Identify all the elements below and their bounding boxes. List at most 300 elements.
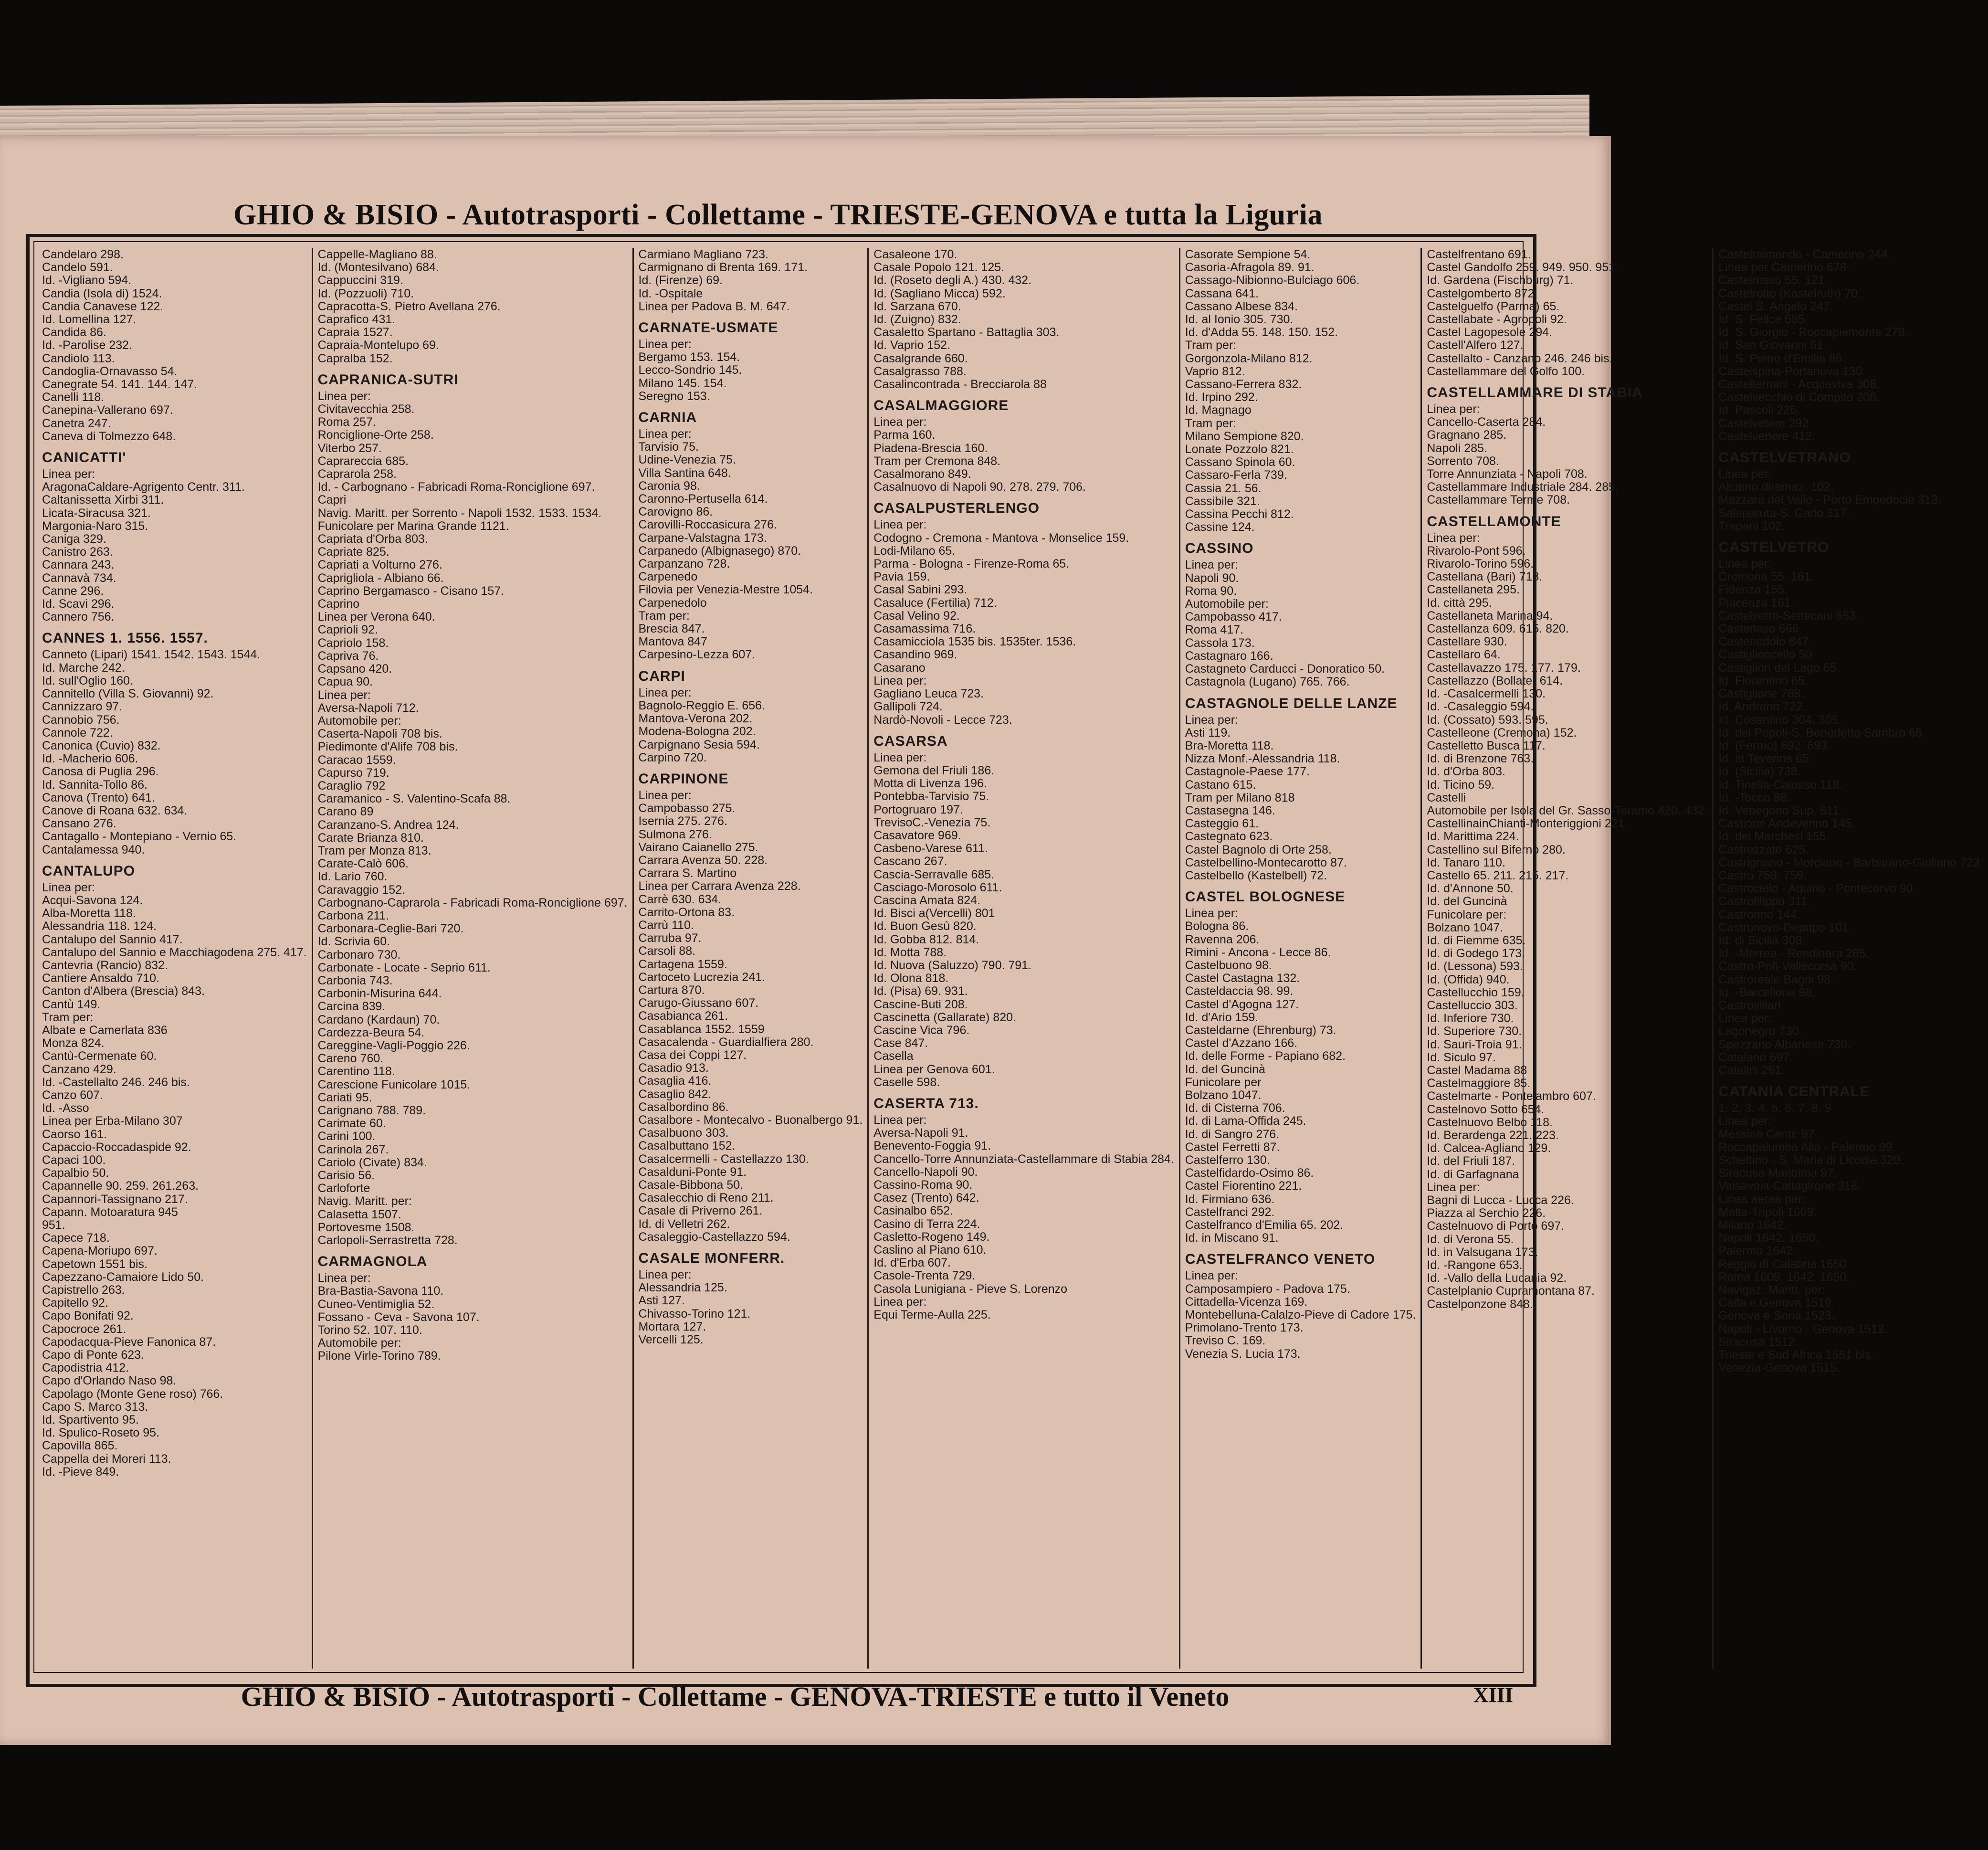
index-entry: Carrè 630. 634. xyxy=(638,892,722,906)
index-entry: Parma - Bologna - Firenze-Roma 65. xyxy=(873,557,1070,571)
section-heading: CANICATTI' xyxy=(42,450,126,466)
index-entry: Castro 758. 759. xyxy=(1718,868,1807,882)
section-heading: CANNES 1. 1556. 1557. xyxy=(42,630,208,646)
index-entry: Capodacqua-Pieve Fanonica 87. xyxy=(42,1335,216,1349)
index-entry: Carbonaro 730. xyxy=(317,948,401,962)
index-entry: Trieste e Sud Africa 1551 bis. xyxy=(1718,1348,1874,1362)
index-entry: Linea per: xyxy=(1427,402,1480,416)
index-entry: Gallipoli 724. xyxy=(873,700,943,714)
index-entry: Tarvisio 75. xyxy=(638,440,699,454)
index-entry: Nizza Monf.-Alessandria 118. xyxy=(1185,752,1340,766)
index-entry: Carbonia 743. xyxy=(317,973,393,987)
index-entry: Id. Siculo 97. xyxy=(1427,1050,1496,1064)
index-entry: Casal Sabini 293. xyxy=(873,583,968,597)
section-heading: CASALMAGGIORE xyxy=(873,398,1009,414)
index-entry: Bra-Moretta 118. xyxy=(1185,739,1274,752)
index-entry: Capann. Motoaratura 945 xyxy=(42,1205,178,1219)
index-entry: Cappella dei Moreri 113. xyxy=(42,1452,171,1466)
index-entry: Parma 160. xyxy=(873,428,936,442)
index-entry: Casteldaccia 98. 99. xyxy=(1185,984,1294,998)
index-entry: Modena-Bologna 202. xyxy=(638,725,756,739)
index-entry: Id. dei Marchesi 155. xyxy=(1718,830,1830,844)
index-entry: Tram per: xyxy=(1185,338,1237,352)
index-entry: Linea per: xyxy=(873,674,927,687)
index-entry: Castellana (Bari) 718. xyxy=(1427,570,1543,584)
index-entry: Id. in Miscano 91. xyxy=(1185,1231,1279,1245)
section-heading: CASTEL BOLOGNESE xyxy=(1185,889,1346,905)
index-entry: Linea per: xyxy=(317,688,371,702)
index-entry: Id. (Lessona) 593. xyxy=(1427,960,1523,973)
index-entry: Caprareccia 685. xyxy=(317,454,409,468)
index-entry: Castelfranci 292. xyxy=(1185,1205,1275,1219)
index-entry: Id. di Godego 173. xyxy=(1427,947,1525,961)
index-entry: Caprarola 258. xyxy=(317,467,397,481)
index-entry: Pontebba-Tarvisio 75. xyxy=(873,790,989,803)
index-entry: Castelletto Busca 117. xyxy=(1427,739,1546,752)
index-entry: Casaleone 170. xyxy=(873,248,957,261)
index-entry: Id. Nuova (Saluzzo) 790. 791. xyxy=(873,958,1032,972)
index-entry: Cannizzaro 97. xyxy=(42,700,123,714)
index-entry: Cartura 870. xyxy=(638,983,705,997)
index-entry: Cannitello (Villa S. Giovanni) 92. xyxy=(42,687,214,701)
index-entry: Carpino 720. xyxy=(638,751,707,764)
index-entry: Capodistria 412. xyxy=(42,1361,129,1375)
index-entry: Casale di Priverno 261. xyxy=(638,1204,763,1218)
index-entry: Fidenza 155. xyxy=(1718,583,1788,597)
index-entry: Linea per: xyxy=(42,880,95,894)
index-entry: Casalbore - Montecalvo - Buonalbergo 91. xyxy=(638,1113,863,1127)
index-entry: Id. al Ionio 305. 730. xyxy=(1185,313,1294,327)
index-entry: Acqui-Savona 124. xyxy=(42,893,143,907)
index-entry: Castelnovo Sotto 654. xyxy=(1427,1102,1545,1116)
index-entry: Id. Motta 788. xyxy=(873,945,947,959)
index-entry: Caprigliola - Albiano 66. xyxy=(317,571,444,585)
index-entry: Carpesino-Lezza 607. xyxy=(638,648,756,662)
index-entry: Capena-Moriupo 697. xyxy=(42,1244,158,1258)
index-entry: Id. Spartivento 95. xyxy=(42,1413,139,1427)
index-entry: Careno 760. xyxy=(317,1052,384,1066)
index-entry: Cassano-Ferrera 832. xyxy=(1185,378,1302,391)
index-entry: Bra-Bastia-Savona 110. xyxy=(317,1284,444,1298)
index-entry: Carloforte xyxy=(317,1182,370,1195)
index-entry: Canelli 118. xyxy=(42,391,105,404)
index-entry: Carrù 110. xyxy=(638,918,694,932)
index-entry: Napoli 1642. 1650. xyxy=(1718,1231,1819,1245)
index-entry: Caravaggio 152. xyxy=(317,883,406,897)
index-entry: Canneto (Lipari) 1541. 1542. 1543. 1544. xyxy=(42,648,261,662)
index-entry: Linea per Camerino 678. xyxy=(1718,261,1850,275)
index-entry: Piazza al Serchio 226. xyxy=(1427,1206,1546,1220)
index-entry: Caltanissetta Xirbi 311. xyxy=(42,493,164,507)
index-entry: Campobasso 417. xyxy=(1185,610,1282,624)
index-entry: Id. Tinella-Calosso 118. xyxy=(1718,778,1842,792)
index-entry: Alessandria 118. 124. xyxy=(42,920,157,933)
index-entry: 951. xyxy=(42,1218,65,1232)
index-entry: Castelferro 130. xyxy=(1185,1153,1270,1167)
index-entry: Linea per: xyxy=(638,427,692,441)
index-entry: Casole-Trenta 729. xyxy=(873,1269,976,1283)
index-entry: Cartagena 1559. xyxy=(638,957,727,971)
index-entry: Linea per: xyxy=(873,415,927,429)
index-entry: Seregno 153. xyxy=(638,389,710,403)
index-entry: Cancello-Caserta 284. xyxy=(1427,415,1546,429)
index-entry: Castelbello (Kastelbell) 72. xyxy=(1185,868,1327,882)
index-entry: Castellabate - Agropoli 92. xyxy=(1427,313,1567,327)
index-entry: Candia Canavese 122. xyxy=(42,299,164,313)
page-footer: GHIO & BISIO - Autotrasporti - Collettame - GENOVA-TRIESTE e tutto il Veneto xyxy=(241,1681,1230,1712)
index-entry: Cascina Amata 824. xyxy=(873,893,981,907)
index-entry: Cappuccini 319. xyxy=(317,274,403,287)
index-entry: Casinalbo 652. xyxy=(873,1204,954,1218)
index-entry: Cassana 641. xyxy=(1185,286,1259,300)
index-entry: Capocroce 261. xyxy=(42,1322,126,1336)
index-entry: Carbona 211. xyxy=(317,909,389,922)
index-entry: Cassine 124. xyxy=(1185,520,1255,534)
index-entry: Reggio di Calabria 1650 xyxy=(1718,1257,1847,1271)
index-entry: Id. Marche 242. xyxy=(42,661,125,675)
section-heading: CARMAGNOLA xyxy=(317,1254,428,1270)
index-entry: Casalgrasso 788. xyxy=(873,364,967,378)
index-entry: Bagnolo-Reggio E. 656. xyxy=(638,698,766,712)
index-entry: Cardano (Kardaun) 70. xyxy=(317,1013,440,1026)
index-entry: Trapani 102. xyxy=(1718,519,1785,533)
section-heading: CARNATE-USMATE xyxy=(638,320,778,336)
index-entry: Napoli - Livorno - Genova 1512. xyxy=(1718,1322,1888,1336)
index-entry: Canegrate 54. 141. 144. 147. xyxy=(42,378,198,391)
index-entry: Id. di Lama-Offida 245. xyxy=(1185,1114,1306,1128)
index-entry: Portogruaro 197. xyxy=(873,803,963,816)
index-column-3 xyxy=(634,248,869,1669)
index-entry: Malta-Tripoli 1609. xyxy=(1718,1205,1817,1219)
index-entry: Capaci 100. xyxy=(42,1153,106,1167)
index-entry: Castenedolo 847. xyxy=(1718,635,1812,649)
index-entry: Linea per: xyxy=(1185,1269,1238,1283)
index-entry: Castasegna 146. xyxy=(1185,803,1275,817)
index-entry: Castellucchio 159. xyxy=(1427,985,1525,999)
index-entry: Capo d'Orlando Naso 98. xyxy=(42,1374,177,1388)
section-heading: CASTELVETRANO xyxy=(1718,450,1851,466)
section-heading: CASTAGNOLE DELLE LANZE xyxy=(1185,695,1398,711)
index-entry: Castelmarte - Pontelambro 607. xyxy=(1427,1089,1596,1103)
index-entry: Roma 417. xyxy=(1185,623,1244,637)
index-entry: Canetra 247. xyxy=(42,416,111,430)
index-entry: Id. Fiorentino 65. xyxy=(1718,674,1808,687)
index-entry: Casandino 969. xyxy=(873,648,957,662)
index-entry: Castiglione 788. xyxy=(1718,687,1804,701)
index-entry: Alcamo diramaz. 102. xyxy=(1718,480,1834,494)
index-entry: 1. 2. 3. 4. 5. 6. 7. 8. 9. xyxy=(1718,1101,1835,1115)
index-entry: Mazzara del Vallo - Porto Empedocle 313. xyxy=(1718,493,1941,507)
index-entry: Id. in Valsugana 173. xyxy=(1427,1245,1538,1259)
index-entry: Casalbuttano 152. xyxy=(638,1139,736,1153)
index-entry: Genova e Soria 1523. xyxy=(1718,1309,1835,1323)
index-entry: Carentino 118. xyxy=(317,1065,395,1078)
index-entry: Casale-Bibbona 50. xyxy=(638,1178,744,1192)
index-entry: Id. Vaprio 152. xyxy=(873,338,951,352)
index-entry: Id. -Asso xyxy=(42,1101,89,1115)
index-entry: Casino di Terra 224. xyxy=(873,1217,980,1231)
index-entry: Id. -Barcellona 98. xyxy=(1718,985,1816,999)
index-entry: Castrezzato 625. xyxy=(1718,843,1809,856)
index-entry: Id. Sannita-Tollo 86. xyxy=(42,778,147,792)
index-entry: Caprioli 92. xyxy=(317,623,379,637)
index-entry: Linea per: xyxy=(873,751,927,764)
index-entry: Id. d'Orba 803. xyxy=(1427,765,1505,779)
page-header: GHIO & BISIO - Autotrasporti - Collettame - TRIESTE-GENOVA e tutta la Liguria xyxy=(233,199,1323,231)
index-entry: Casorate Sempione 54. xyxy=(1185,248,1311,261)
index-entry: Id. Ticino 59. xyxy=(1427,778,1495,792)
index-entry: Funicolare per xyxy=(1185,1075,1262,1089)
index-entry: Caronia 98. xyxy=(638,479,700,493)
index-entry: Casamassima 716. xyxy=(873,622,976,636)
index-entry: Linea per: xyxy=(638,338,692,351)
index-entry: Id. (Cossato) 593. 595. xyxy=(1427,713,1548,727)
index-entry: Castel Bagnolo di Orte 258. xyxy=(1185,843,1332,856)
index-entry: Capetown 1551 bis. xyxy=(42,1257,147,1271)
index-entry: Castelnuovo Belbo 118. xyxy=(1427,1115,1553,1129)
index-entry: Carpane-Valstagna 173. xyxy=(638,531,767,545)
index-entry: Carpenedolo xyxy=(638,596,707,610)
index-entry: Castelrotto (Kastelruth) 70. xyxy=(1718,286,1861,300)
index-entry: Linea per: xyxy=(1718,1012,1772,1025)
index-entry: Caracao 1559. xyxy=(317,753,396,767)
index-entry: Linea per: xyxy=(873,518,927,532)
index-entry: Castelplanio Cupramontana 87. xyxy=(1427,1284,1595,1298)
index-entry: Cantù 149. xyxy=(42,997,101,1011)
index-entry: Cassia 21. 56. xyxy=(1185,481,1262,495)
index-entry: Asti 127. xyxy=(638,1294,685,1308)
index-entry: Gorgonzola-Milano 812. xyxy=(1185,351,1313,365)
index-entry: Castel d'Agogna 127. xyxy=(1185,997,1299,1011)
index-entry: Cascine Vica 796. xyxy=(873,1023,970,1037)
index-entry: Equi Terme-Aulla 225. xyxy=(873,1308,991,1322)
index-entry: Linea per: xyxy=(1185,558,1238,572)
index-entry: Automobile per: xyxy=(1185,597,1269,611)
index-entry: Case 847. xyxy=(873,1036,928,1050)
index-entry: Canova (Trento) 641. xyxy=(42,791,155,804)
index-entry: Funicolare per Marina Grande 1121. xyxy=(317,519,509,533)
index-entry: Castellammare del Golfo 100. xyxy=(1427,364,1585,378)
index-entry: Treviso C. 169. xyxy=(1185,1334,1266,1348)
section-heading: CANTALUPO xyxy=(42,863,136,879)
index-column-1 xyxy=(37,248,313,1669)
index-entry: Chivasso-Torino 121. xyxy=(638,1307,751,1321)
index-entry: Castelnuovo di Porto 697. xyxy=(1427,1219,1565,1233)
index-entry: Portovesme 1508. xyxy=(317,1220,415,1234)
index-entry: Casletto-Rogeno 149. xyxy=(873,1230,990,1244)
index-entry: Castel Lagopesole 294. xyxy=(1427,326,1553,339)
index-entry: Castellalto - Canzano 246. 246 bis. xyxy=(1427,351,1613,365)
index-entry: Castelvetro-Settecani 653. xyxy=(1718,609,1859,623)
index-entry: Carinola 267. xyxy=(317,1142,389,1156)
index-entry: Capsano 420. xyxy=(317,662,392,676)
section-heading: CASTELFRANCO VENETO xyxy=(1185,1251,1376,1268)
section-heading: CAPRANICA-SUTRI xyxy=(317,371,459,388)
index-entry: Id. Gardena (Fischburg) 71. xyxy=(1427,274,1574,287)
index-entry: Castelvecchio di Compito 208. xyxy=(1718,391,1880,404)
index-entry: Id. Gobba 812. 814. xyxy=(873,932,979,946)
index-entry: Casaglio 842. xyxy=(638,1087,712,1101)
index-entry: Castagnole-Paese 177. xyxy=(1185,765,1310,779)
index-entry: Id. Irpino 292. xyxy=(1185,391,1258,404)
index-entry: Piedimonte d'Alife 708 bis. xyxy=(317,740,458,754)
index-entry: Casbeno-Varese 611. xyxy=(873,842,988,856)
index-entry: Caserta-Napoli 708 bis. xyxy=(317,727,442,741)
index-entry: Carpenedo xyxy=(638,570,698,584)
index-entry: Lagonegro 730. xyxy=(1718,1025,1802,1038)
index-entry: Roma 90. xyxy=(1185,584,1237,598)
index-entry: Caronno-Pertusella 614. xyxy=(638,492,768,506)
index-entry: Carano 89 xyxy=(317,805,374,819)
index-entry: Rivarolo-Pont 596. xyxy=(1427,544,1526,558)
index-entry: Linea per: xyxy=(1427,531,1480,545)
index-entry: Castiglioncello 50 xyxy=(1718,648,1812,662)
index-entry: Id. Lomellina 127. xyxy=(42,313,137,327)
index-entry: Mantova 847 xyxy=(638,635,708,649)
index-entry: Casarano xyxy=(873,661,926,675)
index-entry: Cuneo-Ventimiglia 52. xyxy=(317,1297,435,1311)
index-entry: Castel Castagna 132. xyxy=(1185,972,1300,985)
index-entry: Carpanedo (Albignasego) 870. xyxy=(638,544,801,558)
index-entry: Camposampiero - Padova 175. xyxy=(1185,1282,1350,1296)
index-entry: Vercelli 125. xyxy=(638,1333,704,1347)
index-entry: Cariati 95. xyxy=(317,1090,372,1104)
index-entry: Siracusa Marittima 97. xyxy=(1718,1166,1837,1180)
index-entry: Castagneto Carducci - Donoratico 50. xyxy=(1185,662,1385,676)
index-entry: Caselle 598. xyxy=(873,1075,940,1089)
index-entry: Cannavà 734. xyxy=(42,571,116,585)
index-entry: Casteldarne (Ehrenburg) 73. xyxy=(1185,1023,1336,1037)
index-entry: Cantiere Ansaldo 710. xyxy=(42,972,160,985)
index-entry: Automobile per Isola del Gr. Sasso-Teramo 420. 432. xyxy=(1427,803,1708,817)
index-entry: Cremona 55. 161. xyxy=(1718,570,1814,584)
index-entry: Castelmaggiore 85. xyxy=(1427,1077,1531,1090)
index-entry: Cassago-Nibionno-Bulciago 606. xyxy=(1185,274,1360,287)
index-entry: Capistrello 263. xyxy=(42,1283,125,1297)
index-entry: Palermo 1642. xyxy=(1718,1244,1796,1258)
index-entry: Caraglio 792 xyxy=(317,779,386,793)
index-entry: Castelraimondo - Camerino 244. xyxy=(1718,248,1891,261)
index-entry: Pavia 159. xyxy=(873,570,930,584)
index-entry: Viterbo 257. xyxy=(317,441,382,455)
index-entry: Sulmona 276. xyxy=(638,827,712,841)
index-entry: Castel Fiorentino 221. xyxy=(1185,1179,1302,1193)
index-entry: Id. (Fermo) 692. 693. xyxy=(1718,739,1831,752)
index-entry: Carate-Calò 606. xyxy=(317,857,409,871)
index-entry: Id. -Pieve 849. xyxy=(42,1465,119,1479)
index-entry: Id. d'Adda 55. 148. 150. 152. xyxy=(1185,326,1338,339)
index-entry: Benevento-Foggia 91. xyxy=(873,1139,991,1153)
index-entry: Tram per Cremona 848. xyxy=(873,454,1001,468)
index-entry: Castelfrentano 691. xyxy=(1427,248,1531,261)
index-entry: Calasetta 1507. xyxy=(317,1207,401,1221)
index-entry: Linea per Padova B. M. 647. xyxy=(638,299,790,313)
index-entry: Carmiano Magliano 723. xyxy=(638,248,768,261)
index-entry: Brescia 847. xyxy=(638,622,705,636)
index-entry: Id. Calcea-Agliano 129. xyxy=(1427,1142,1551,1155)
index-entry: Aversa-Napoli 712. xyxy=(317,701,419,715)
index-entry: Id. (Offida) 940. xyxy=(1427,973,1510,986)
index-entry: Id. del Guncinà xyxy=(1427,895,1507,909)
index-entry: Id. -Ospitale xyxy=(638,286,703,300)
index-entry: Id. -Casaleggio 594. xyxy=(1427,700,1534,714)
index-entry: Carini 100. xyxy=(317,1130,376,1143)
index-entry: Castel Gandolfo 259. 949. 950. 951. xyxy=(1427,261,1619,275)
index-entry: Alessandria 125. xyxy=(638,1281,727,1295)
index-entry: Carbonara-Ceglie-Bari 720. xyxy=(317,922,464,936)
index-entry: Carignano 788. 789. xyxy=(317,1104,426,1117)
index-entry: Id. sull'Oglio 160. xyxy=(42,674,133,687)
index-entry: Casaglia 416. xyxy=(638,1074,712,1088)
index-entry: Isernia 275. 276. xyxy=(638,814,727,828)
index-entry: Castel Ferretti 87. xyxy=(1185,1140,1280,1154)
index-entry: Mantova-Verona 202. xyxy=(638,712,753,726)
index-entry: Candida 86. xyxy=(42,326,106,339)
index-entry: Linea per: xyxy=(1427,1180,1480,1194)
index-entry: Cassino-Roma 90. xyxy=(873,1178,973,1192)
index-entry: Id. (Roseto degli A.) 430. 432. xyxy=(873,274,1032,287)
index-entry: Id. Firmiano 636. xyxy=(1185,1192,1275,1206)
index-entry: Id. - Carbognano - Fabricadi Roma-Ronciglione 697. xyxy=(317,480,595,494)
index-entry: Caneva di Tolmezzo 648. xyxy=(42,429,176,443)
index-entry: Id. (Sagliano Micca) 592. xyxy=(873,286,1006,300)
index-entry: Cittadella-Vicenza 169. xyxy=(1185,1295,1308,1309)
index-entry: Id. (Sicilia) 738. xyxy=(1718,765,1801,779)
index-entry: Canistro 263. xyxy=(42,545,113,559)
index-entry: Casalnuovo di Napoli 90. 278. 279. 706. xyxy=(873,480,1086,494)
index-column-6 xyxy=(1422,248,1714,1669)
index-entry: Capaccio-Roccadaspide 92. xyxy=(42,1140,191,1154)
index-entry: Capannelle 90. 259. 261.263. xyxy=(42,1179,199,1193)
index-entry: Casabianca 261. xyxy=(638,1009,728,1023)
index-entry: Carrara S. Martino xyxy=(638,867,737,880)
index-entry: Lecco-Sondrio 145. xyxy=(638,363,742,377)
index-entry: Carisio 56. xyxy=(317,1169,375,1183)
index-entry: Monza 824. xyxy=(42,1036,105,1050)
index-entry: Castellino sul Biferno 280. xyxy=(1427,843,1566,856)
index-entry: Cassano Spinola 60. xyxy=(1185,455,1295,469)
index-entry: Tram per: xyxy=(42,1010,94,1024)
index-entry: Caorso 161. xyxy=(42,1127,107,1141)
index-column-7 xyxy=(1714,248,1988,1669)
index-entry: Linea per: xyxy=(1718,467,1772,481)
section-heading: CASTELVETRO xyxy=(1718,539,1830,556)
index-entry: Castelleone (Cremona) 152. xyxy=(1427,726,1577,740)
index-entry: Carimate 60. xyxy=(317,1117,386,1131)
index-entry: Careggine-Vagli-Poggio 226. xyxy=(317,1038,470,1052)
index-column-5 xyxy=(1180,248,1422,1669)
index-entry: Capriolo 158. xyxy=(317,636,389,650)
index-entry: Id. città 295. xyxy=(1427,596,1492,610)
index-entry: Castroreale Bagni 98. xyxy=(1718,973,1834,986)
index-entry: Castelvenere 412. xyxy=(1718,429,1816,443)
index-entry: Capriva 76. xyxy=(317,649,379,663)
index-entry: Carbonate - Locate - Seprio 611. xyxy=(317,961,491,974)
index-entry: Siracusa 1512. xyxy=(1718,1335,1798,1349)
index-entry: Mortara 127. xyxy=(638,1320,706,1333)
page-number: XIII xyxy=(1473,1683,1513,1707)
index-entry: Roma 257. xyxy=(317,415,376,429)
index-entry: Casalbordino 86. xyxy=(638,1100,729,1114)
index-entry: Capua 90. xyxy=(317,675,373,689)
index-entry: Automobile per: xyxy=(317,1336,401,1350)
index-entry: Aversa-Napoli 91. xyxy=(873,1126,968,1140)
index-entry: Carate Brianza 810. xyxy=(317,831,424,845)
index-entry: Id. dei Pepoli-S. Benedetto Sambro 65. xyxy=(1718,726,1925,740)
index-entry: Casamicciola 1535 bis. 1535ter. 1536. xyxy=(873,635,1076,649)
index-entry: Id. San Giovanni 61. xyxy=(1718,338,1827,352)
index-entry: Catalini 261. xyxy=(1718,1063,1785,1077)
